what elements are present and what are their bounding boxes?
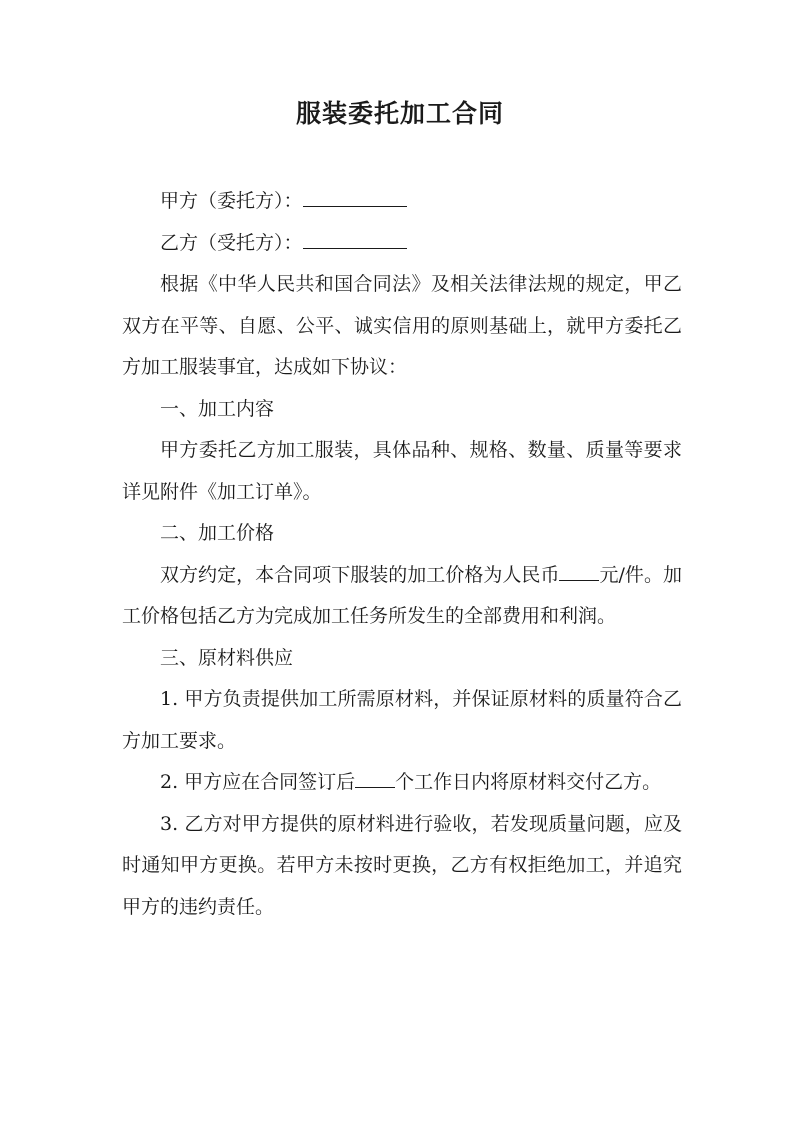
intro-paragraph: 根据《中华人民共和国合同法》及相关法律法规的规定，甲乙双方在平等、自愿、公平、诚实信用的原则基础上，就甲方委托乙方加工服装事宜，达成如下协议： [122,273,682,378]
party-a-label: 甲方（委托方）： [160,190,303,212]
party-b-line [122,223,682,265]
section-3-item-1: 1. 甲方负责提供加工所需原材料，并保证原材料的质量符合乙方加工要求。 [122,688,682,752]
section-3-item-3: 3. 乙方对甲方提供的原材料进行验收，若发现质量问题，应及时通知甲方更换。若甲方未按时更换，乙方有权拒绝加工，并追究甲方的违约责任。 [122,812,682,918]
party-b-label: 乙方（受托方）： [160,231,303,254]
section-3-item-2 [122,762,682,804]
section-3-heading: 三、原材料供应 [160,646,294,669]
price-text-before: 双方约定，本合同项下服装的加工价格为人民币 [160,563,560,586]
party-a-blank [303,186,407,207]
delivery-text-before: 2. 甲方应在合同签订后 [160,771,356,793]
party-b-blank [303,228,407,249]
delivery-text-after: 个工作日内将原材料交付乙方。 [395,771,662,793]
delivery-days-blank [355,767,395,788]
price-text-after: 元/件。加工价格包括乙方为完成加工任务所发生的全部费用和利润。 [122,563,682,627]
party-a-line [122,181,682,223]
price-blank [559,560,599,581]
document-title: 服装委托加工合同 [295,99,504,128]
section-1-text: 甲方委托乙方加工服装，具体品种、规格、数量、质量等要求详见附件《加工订单》。 [122,439,682,503]
section-1-heading: 一、加工内容 [160,397,275,420]
section-2-text [122,555,682,638]
contract-body [122,181,682,928]
section-2-heading: 二、加工价格 [160,522,275,544]
